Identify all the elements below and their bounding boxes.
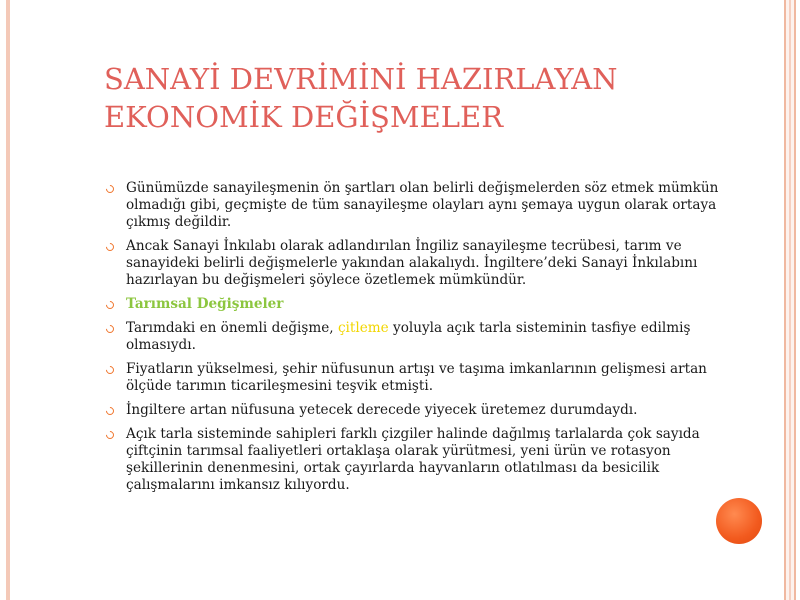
left-border-decoration [6, 0, 10, 600]
bullet-text: Fiyatların yükselmesi, şehir nüfusunun artışı ve taşıma imkanlarının gelişmesi artan ölçüde tarımın ticarileşmesini teşvik etmişti. [126, 361, 707, 394]
list-item [104, 296, 724, 313]
list-item [104, 402, 724, 419]
highlight-citleme: çitleme [337, 320, 389, 336]
bullet-icon [104, 405, 115, 416]
list-item [104, 238, 724, 289]
bullet-text-before: Tarımdaki en önemli değişme, [126, 320, 338, 336]
orange-orb-decoration [716, 498, 762, 544]
list-item [104, 320, 724, 354]
bullet-icon [104, 429, 115, 440]
right-border-inner-line [789, 0, 791, 600]
list-item [104, 361, 724, 395]
bullet-icon [104, 299, 115, 310]
slide-title-line-1: SANAYİ DEVRİMİNİ HAZIRLAYAN [104, 62, 618, 96]
bullet-text: Günümüzde sanayileşmenin ön şartları olan belirli değişmelerden söz etmek mümkün olmadığı gibi, geçmişte de tüm sanayileşme olayları aynı şemaya uygun olarak ortaya çıkmış değildir. [126, 180, 719, 230]
bullet-text: Açık tarla sisteminde sahipleri farklı çizgiler halinde dağılmış tarlalarda çok sayıda çiftçinin tarımsal faaliyetleri ortaklaşa olarak yürütmesi, yeni ürün ve rotasyon şekillerinin denenmesini, ortak çayırlarda hayvanların otlatılması da besicilik çalışmalarını imkansız kılıyordu. [126, 426, 700, 493]
bullet-text-after: yoluyla açık tarla sisteminin tasfiye edilmiş olmasıydı. [126, 320, 691, 353]
bullet-icon [104, 183, 115, 194]
list-item [104, 180, 724, 231]
bullet-text: İngiltere artan nüfusuna yetecek derecede yiyecek üretemez durumdaydı. [126, 402, 638, 418]
bullet-text: Ancak Sanayi İnkılabı olarak adlandırılan İngiliz sanayileşme tecrübesi, tarım ve sanayideki belirli değişmelerle yakından alakalıydı. İngiltere’deki Sanayi İnkılabını hazırlayan bu değişmeleri şöylece özetlemek mümkündür. [126, 238, 698, 288]
bullet-list [104, 180, 724, 501]
bullet-icon [104, 364, 115, 375]
slide-title-line-2: EKONOMİK DEĞİŞMELER [104, 100, 504, 134]
bullet-icon [104, 241, 115, 252]
list-item [104, 426, 724, 494]
bullet-icon [104, 323, 115, 334]
section-heading-tarimsal: Tarımsal Değişmeler [126, 296, 284, 312]
slide-title [104, 60, 744, 136]
